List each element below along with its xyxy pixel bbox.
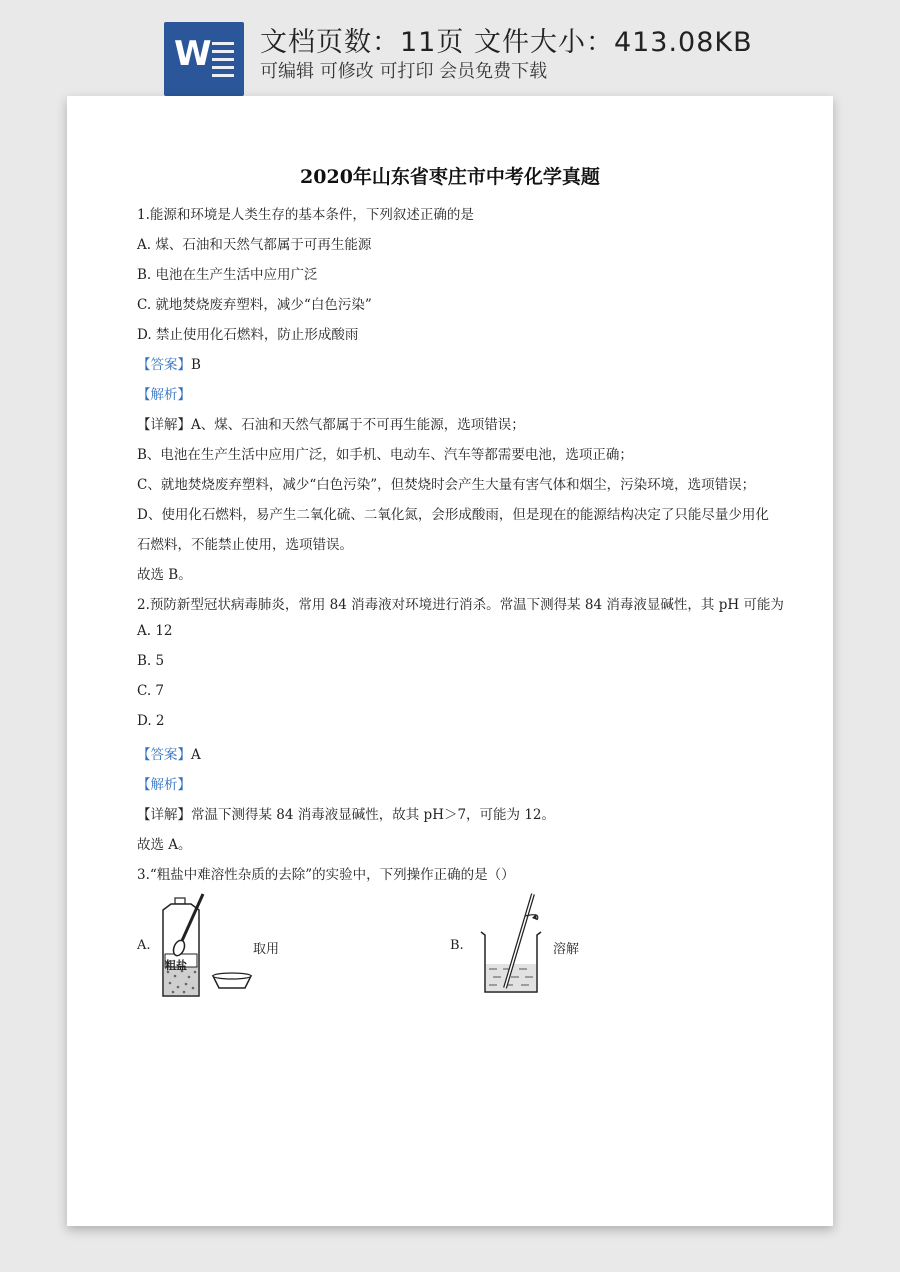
question-1-conclusion: 故选 B。 [137, 567, 192, 583]
word-document-icon: W [164, 22, 244, 96]
question-2-option-c: C. 7 [137, 683, 165, 699]
answer-tag: 【答案】 [137, 357, 191, 373]
beaker-stirring-figure [475, 890, 555, 996]
detail-tag: 【详解】 [137, 417, 191, 433]
detail-text: 常温下测得某 84 消毒液显碱性，故其 pH＞7，可能为 12。 [191, 807, 556, 823]
document-page [67, 96, 833, 1226]
question-1-detail-1 [137, 413, 525, 433]
question-1-analysis-tag: 【解析】 [137, 387, 191, 403]
banner-title: 文档页数：11页 文件大小：413.08KB [260, 27, 753, 58]
detail-text: A、煤、石油和天然气都属于不可再生能源，选项错误； [191, 417, 525, 433]
question-3-option-b-caption: 溶解 [553, 942, 580, 957]
question-1-detail-3: C、就地焚烧废弃塑料，减少“白色污染”，但焚烧时会产生大量有害气体和烟尘，污染环境，选项错误； [137, 477, 756, 493]
question-1-option-d: D. 禁止使用化石燃料，防止形成酸雨 [137, 327, 359, 343]
answer-value: B [191, 357, 201, 373]
question-1-detail-5: 石燃料，不能禁止使用，选项错误。 [137, 537, 353, 553]
question-1-option-a: A. 煤、石油和天然气都属于可再生能源 [137, 237, 372, 253]
question-1-detail-4: D、使用化石燃料，易产生二氧化硫、二氧化氮，会形成酸雨，但是现在的能源结构决定了只能尽量少用化 [137, 507, 769, 523]
question-3-option-a: A. [137, 938, 151, 953]
question-2-stem: 2.预防新型冠状病毒肺炎，常用 84 消毒液对环境进行消杀。常温下测得某 84 消毒液显碱性，其 pH 可能为 [137, 597, 784, 613]
banner-subtitle: 可编辑 可修改 可打印 会员免费下载 [260, 61, 548, 82]
salt-jar-spoon-figure [155, 888, 255, 998]
question-2-conclusion: 故选 A。 [137, 837, 192, 853]
question-1-detail-2: B、电池在生产生活中应用广泛，如手机、电动车、汽车等都需要电池，选项正确； [137, 447, 633, 463]
jar-label: 粗盐 [165, 959, 187, 972]
detail-tag: 【详解】 [137, 807, 191, 823]
question-2-option-b: B. 5 [137, 653, 165, 669]
question-1-answer [137, 353, 201, 373]
question-1-stem: 1.能源和环境是人类生存的基本条件，下列叙述正确的是 [137, 207, 474, 223]
question-2-analysis-tag: 【解析】 [137, 777, 191, 793]
question-1-option-c: C. 就地焚烧废弃塑料，减少“白色污染” [137, 297, 372, 313]
answer-tag: 【答案】 [137, 747, 191, 763]
document-banner [0, 0, 900, 96]
question-3-option-a-caption: 取用 [253, 942, 280, 957]
question-2-detail-1 [137, 803, 555, 823]
question-2-answer [137, 743, 201, 763]
question-3-option-b: B. [450, 938, 464, 953]
page-title: 2020年山东省枣庄市中考化学真题 [300, 166, 600, 188]
question-2-option-d: D. 2 [137, 713, 165, 729]
question-3-stem: 3.“粗盐中难溶性杂质的去除”的实验中，下列操作正确的是（） [137, 867, 515, 883]
question-1-option-b: B. 电池在生产生活中应用广泛 [137, 267, 318, 283]
question-2-option-a: A. 12 [137, 623, 173, 639]
answer-value: A [191, 747, 201, 763]
